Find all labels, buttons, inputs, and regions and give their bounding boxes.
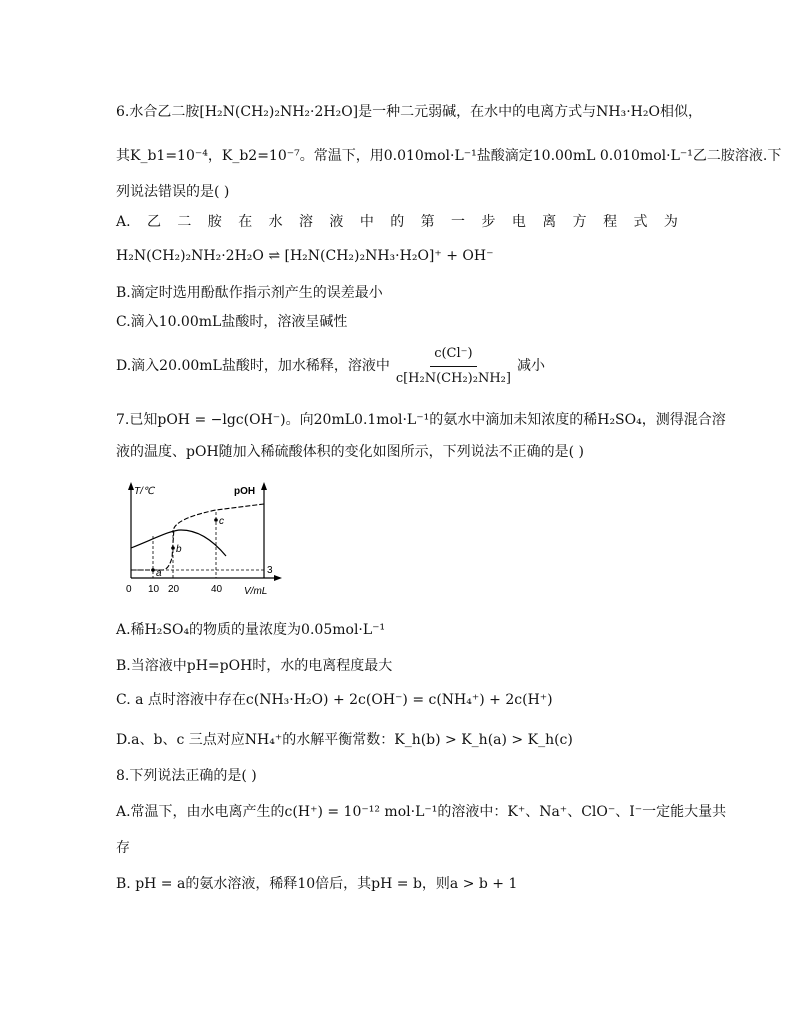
q6-a-word: 的 xyxy=(390,214,405,230)
q6-a-word: 水 xyxy=(268,214,283,230)
point-b-label: b xyxy=(176,544,182,555)
q7-option-d: D.a、b、c 三点对应NH₄⁺的水解平衡常数：K_h(b) > K_h(a) > K_h(c) xyxy=(116,732,573,748)
q6-d-prefix: D.滴入20.00mL盐酸时，加水稀释，溶液中 xyxy=(116,358,390,374)
q6-d-suffix: 减小 xyxy=(516,358,545,374)
x-tick: 20 xyxy=(168,584,180,595)
x-tick: 10 xyxy=(148,584,160,595)
q6-a-word: 离 xyxy=(542,214,557,230)
q6-a-word: 方 xyxy=(572,214,587,230)
point-a-label: a xyxy=(156,568,162,579)
q6-a-word: 式 xyxy=(633,214,648,230)
x-tick: 0 xyxy=(126,584,132,595)
q6-d-denominator: c[H₂N(CH₂)₂NH₂] xyxy=(395,370,511,386)
q6-option-d xyxy=(116,346,545,386)
poh-curve xyxy=(131,504,264,570)
x-axis-arrow xyxy=(274,575,282,581)
q6-option-c: C.滴入10.00mL盐酸时，溶液呈碱性 xyxy=(116,314,348,330)
q6-a-word: 步 xyxy=(481,214,496,230)
q8-option-b: B. pH = a的氨水溶液，稀释10倍后，其pH = b，则a > b + 1 xyxy=(116,876,518,892)
q6-a-word: A. xyxy=(116,214,131,230)
y-left-label: T/℃ xyxy=(134,486,155,497)
point-b xyxy=(171,546,175,550)
q6-d-fraction xyxy=(392,344,515,389)
x-tick: 40 xyxy=(211,584,223,595)
q6-a-equation: H₂N(CH₂)₂NH₂·2H₂O ⇌ [H₂N(CH₂)₂NH₃·H₂O]⁺ + OH⁻ xyxy=(116,248,494,264)
q7-stem-line1: 7.已知pOH = −lgc(OH⁻)。向20mL0.1mol·L⁻¹的氨水中滴加未知浓度的稀H₂SO₄，测得混合溶 xyxy=(116,412,726,428)
q6-a-word: 第 xyxy=(420,214,435,230)
q7-option-b: B.当溶液中pH=pOH时，水的电离程度最大 xyxy=(116,658,393,674)
y-right-label: pOH xyxy=(234,486,256,497)
point-a xyxy=(151,568,155,572)
q6-a-word: 在 xyxy=(238,214,253,230)
right-axis-arrow xyxy=(261,482,267,490)
q7-option-a: A.稀H₂SO₄的物质的量浓度为0.05mol·L⁻¹ xyxy=(116,622,386,638)
q6-a-word: 二 xyxy=(177,214,192,230)
q6-option-b: B.滴定时选用酚酞作指示剂产生的误差最小 xyxy=(116,285,383,301)
q6-a-word: 乙 xyxy=(146,214,161,230)
q8-option-a-line1: A.常温下，由水电离产生的c(H⁺) = 10⁻¹² mol·L⁻¹的溶液中：K⁺、Na⁺、ClO⁻、I⁻一定能大量共 xyxy=(116,804,727,820)
point-c-label: c xyxy=(219,516,224,527)
q6-a-word: 溶 xyxy=(299,214,313,230)
q6-a-word: 电 xyxy=(511,214,526,230)
q6-a-word: 为 xyxy=(663,214,678,230)
q6-stem-line3: 列说法错误的是( ) xyxy=(116,184,230,200)
q8-stem: 8.下列说法正确的是( ) xyxy=(116,768,257,784)
q6-a-word: 胺 xyxy=(207,214,222,230)
q6-a-word: 液 xyxy=(329,214,344,230)
x-axis-label: V/mL xyxy=(244,586,268,597)
q6-option-a xyxy=(116,212,678,232)
q6-stem-line2: 其K_b1=10⁻⁴，K_b2=10⁻⁷。常温下，用0.010mol·L⁻¹盐酸滴定10.00mL 0.010mol·L⁻¹乙二胺溶液.下 xyxy=(116,148,782,164)
q6-stem-line1: 6.水合乙二胺[H₂N(CH₂)₂NH₂·2H₂O]是一种二元弱碱，在水中的电离方式与NH₃·H₂O相似， xyxy=(116,104,702,120)
q6-a-word: 一 xyxy=(451,214,466,230)
q6-a-word: 程 xyxy=(603,214,618,230)
q6-a-word: 中 xyxy=(359,214,374,230)
q7-stem-line2: 液的温度、pOH随加入稀硫酸体积的变化如图所示，下列说法不正确的是( ) xyxy=(116,444,585,460)
q7-option-c: C. a 点时溶液中存在c(NH₃·H₂O) + 2c(OH⁻) = c(NH₄⁺) + 2c(H⁺) xyxy=(116,692,553,708)
q6-d-numerator: c(Cl⁻) xyxy=(430,344,476,367)
q8-option-a-line2: 存 xyxy=(116,840,130,856)
right-tick: 3 xyxy=(267,565,273,576)
point-c xyxy=(214,518,218,522)
q7-chart xyxy=(116,478,286,598)
